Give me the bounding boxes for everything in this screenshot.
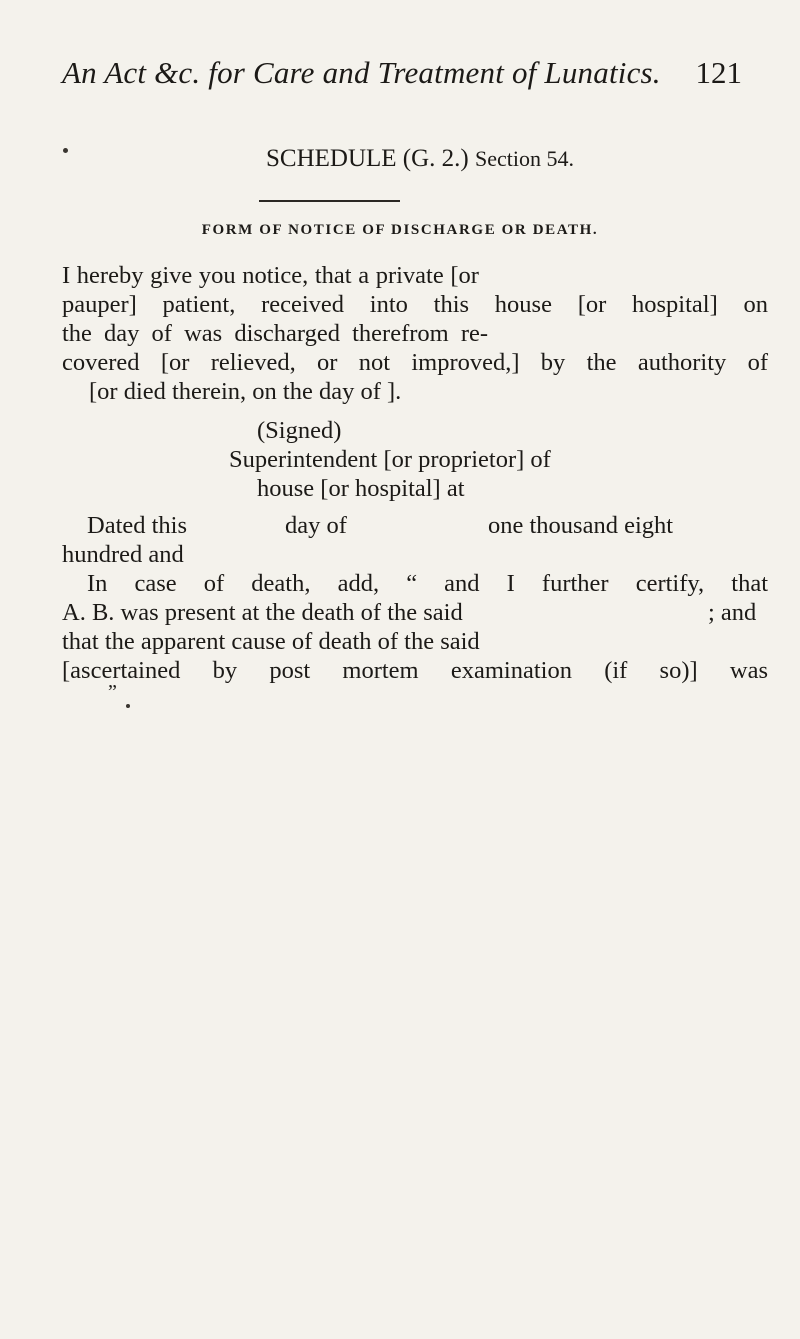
notice-line: covered [or relieved, or not improved,] by the authority of [62,349,768,376]
dated-text: one thousand eight [488,512,674,539]
notice-line [62,262,479,290]
dated-line [285,512,347,540]
death-clause-text: ; and [708,599,757,626]
heading-rule [259,200,400,202]
death-clause-line [62,599,463,627]
signature-line: house [or hospital] at [257,475,465,502]
notice-line: pauper] patient, received into this house [or hospital] on [62,291,768,318]
running-title: An Act &c. for Care and Treatment of Lunatics. [62,55,661,90]
death-clause-text: A. B. was present at the death of the said [62,599,463,626]
death-clause-line [62,657,768,685]
form-title: FORM OF NOTICE OF DISCHARGE OR DEATH. [201,222,599,238]
death-clause-line [87,570,768,598]
notice-text: I hereby give you notice, that a private [or [62,262,479,289]
ink-speck [126,704,130,708]
section-reference: Section 54. [475,146,574,171]
death-clause-text: In case of death, add, “ and I further certify, that [87,570,768,597]
notice-line [62,320,768,348]
death-clause-line [708,599,756,627]
signature-line: Superintendent [or proprietor] of [229,446,551,473]
schedule-heading [0,145,800,173]
schedule-label: SCHEDULE (G. 2.) [265,145,469,172]
dated-text: day of [285,512,347,539]
dated-line [488,512,673,540]
notice-line: [or died therein, on the day of ]. [89,378,402,405]
notice-text: the day of was discharged therefrom re- [62,320,489,347]
dated-text: Dated this [87,512,188,539]
signed-label: (Signed) [257,417,342,444]
dated-line: hundred and [62,541,184,568]
page-number: 121 [695,55,742,90]
death-clause-line: that the apparent cause of death of the said [62,628,480,655]
death-clause-text: [ascertained by post mortem examination (if so)] was [62,657,768,684]
closing-quote: ” [108,681,117,703]
running-head [62,55,742,99]
dated-line [87,512,187,540]
